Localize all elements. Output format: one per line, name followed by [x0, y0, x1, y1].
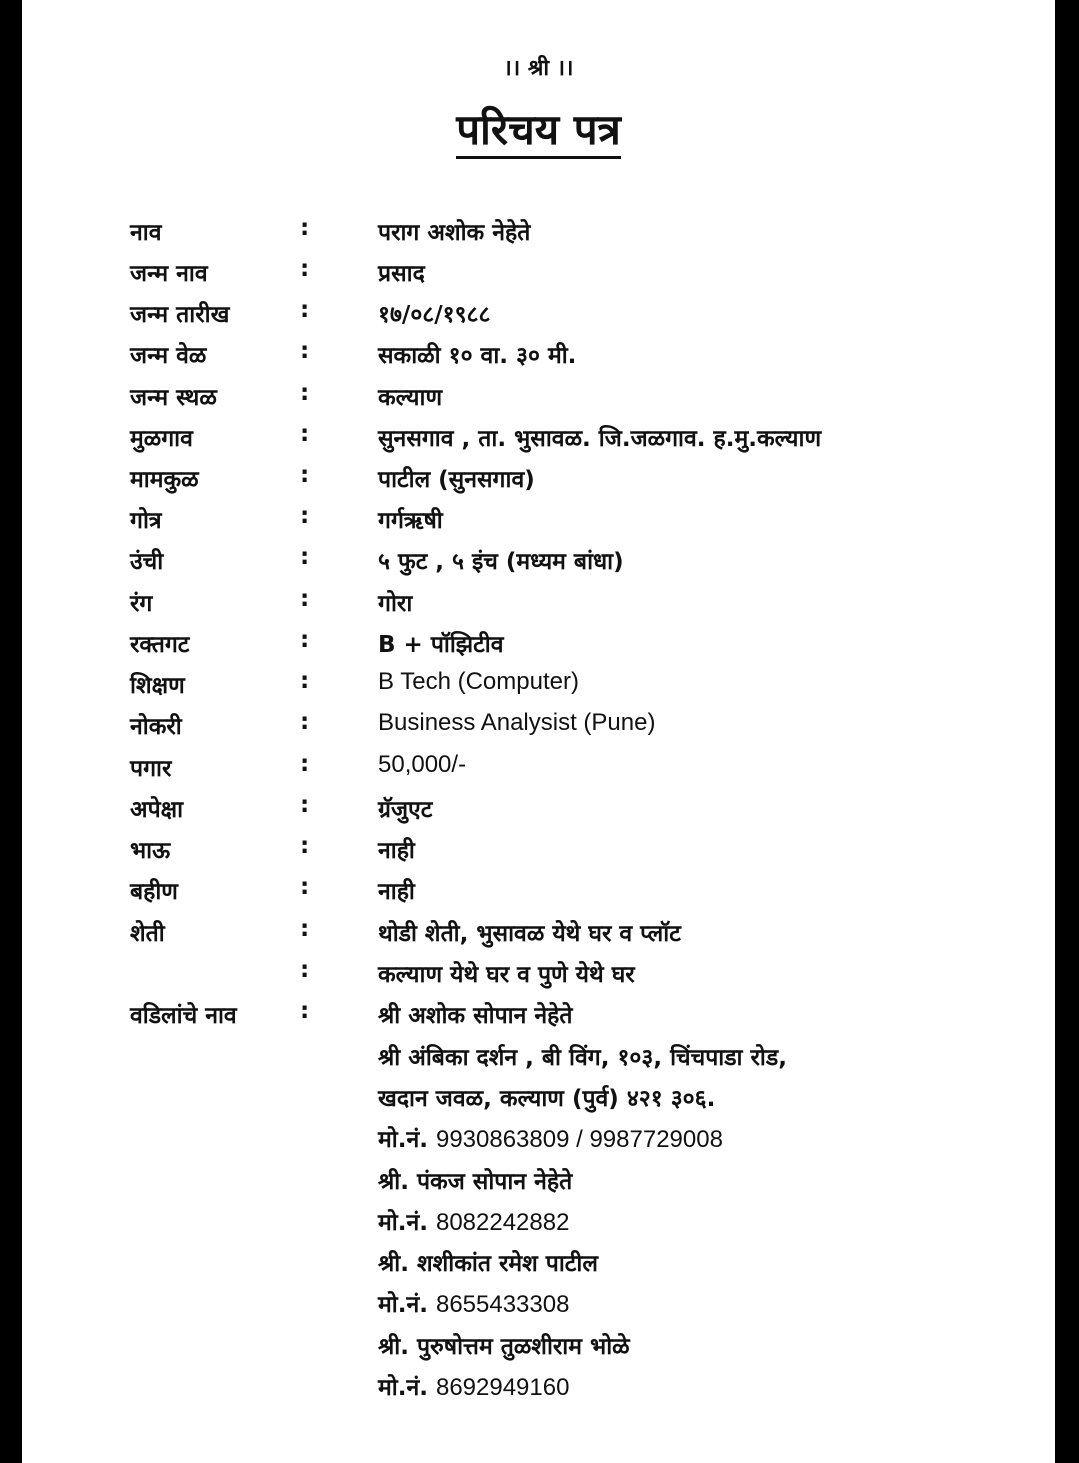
- field-value: कल्याण: [378, 385, 443, 411]
- field-colon: :: [300, 957, 310, 983]
- field-colon: :: [300, 256, 310, 282]
- field-value: थोडी शेती, भुसावळ येथे घर व प्लॉट: [378, 921, 681, 947]
- field-row-maternal-family: [130, 462, 1030, 500]
- field-row-salary: [130, 751, 1030, 789]
- field-label: शिक्षण: [130, 673, 185, 699]
- contact4-name: श्री. पुरुषोत्तम तुळशीराम भोळे: [378, 1334, 630, 1360]
- field-label: भाऊ: [130, 838, 171, 864]
- field-colon: :: [300, 751, 310, 777]
- field-row-birth-name: [130, 256, 1030, 294]
- field-value: पाटील (सुनसगाव): [378, 467, 535, 493]
- field-colon: :: [300, 998, 310, 1024]
- field-row-complexion: [130, 586, 1030, 624]
- contact3-name: श्री. शशीकांत रमेश पाटील: [378, 1251, 598, 1277]
- field-label: रक्तगट: [130, 632, 190, 658]
- contact2-name: श्री. पंकज सोपान नेहेते: [378, 1169, 573, 1195]
- field-value: Business Analysist (Pune): [378, 709, 656, 736]
- field-colon: :: [300, 297, 310, 323]
- field-value: नाही: [378, 879, 415, 905]
- field-label: बहीण: [130, 879, 178, 905]
- field-colon: :: [300, 380, 310, 406]
- field-colon: :: [300, 544, 310, 570]
- document-page: [22, 0, 1055, 1463]
- field-row-birth-date: [130, 297, 1030, 335]
- contact2-mobile-line: [378, 1205, 569, 1237]
- page-title-text: परिचय पत्र: [456, 105, 621, 159]
- field-value: गोरा: [378, 591, 413, 617]
- father-mobile-line: [378, 1122, 723, 1154]
- father-mobile-number: 9930863809 / 9987729008: [435, 1126, 723, 1153]
- field-value: श्री अशोक सोपान नेहेते: [378, 1003, 573, 1029]
- field-value: ग्रॅजुएट: [378, 797, 433, 823]
- address-line-2: खदान जवळ, कल्याण (पुर्व) ४२१ ३०६.: [378, 1086, 716, 1112]
- field-value: गर्गऋषी: [378, 508, 443, 534]
- field-label: नाव: [130, 220, 162, 246]
- field-label: मामकुळ: [130, 467, 199, 493]
- field-label: नोकरी: [130, 714, 182, 740]
- field-colon: :: [300, 421, 310, 447]
- page-title: [22, 100, 1055, 157]
- field-row-birth-place: [130, 380, 1030, 418]
- mobile-prefix: मो.नं.: [378, 1210, 428, 1236]
- field-label: पगार: [130, 756, 172, 782]
- field-row-father-name: [130, 998, 1030, 1036]
- field-value: कल्याण येथे घर व पुणे येथे घर: [378, 962, 635, 988]
- field-value: ५ फुट , ५ इंच (मध्यम बांधा): [378, 549, 624, 575]
- field-row-job: [130, 709, 1030, 747]
- field-row-farming: [130, 916, 1030, 954]
- field-value: सकाळी १० वा. ३० मी.: [378, 343, 577, 369]
- field-colon: :: [300, 462, 310, 488]
- field-row-birth-time: [130, 338, 1030, 376]
- field-label: जन्म तारीख: [130, 302, 230, 328]
- field-label: शेती: [130, 921, 165, 947]
- field-label: रंग: [130, 591, 153, 617]
- field-value: 50,000/-: [378, 751, 467, 778]
- field-label: जन्म स्थळ: [130, 385, 217, 411]
- field-row-name: [130, 215, 1030, 253]
- contact4-mobile-number: 8692949160: [435, 1374, 570, 1401]
- field-value: सुनसगाव , ता. भुसावळ. जि.जळगाव. ह.मु.कल्याण: [378, 426, 822, 452]
- field-colon: :: [300, 586, 310, 612]
- field-label: जन्म वेळ: [130, 343, 207, 369]
- field-colon: :: [300, 338, 310, 364]
- field-row-education: [130, 668, 1030, 706]
- contact3-mobile-line: [378, 1287, 569, 1319]
- field-colon: :: [300, 709, 310, 735]
- field-row-expectation: [130, 792, 1030, 830]
- field-value: पराग अशोक नेहेते: [378, 220, 531, 246]
- field-row-sister: [130, 874, 1030, 912]
- field-colon: :: [300, 503, 310, 529]
- field-colon: :: [300, 668, 310, 694]
- field-label: वडिलांचे नाव: [130, 1003, 237, 1029]
- field-label: उंची: [130, 549, 164, 575]
- mobile-prefix: मो.नं.: [378, 1375, 428, 1401]
- field-colon: :: [300, 916, 310, 942]
- field-colon: :: [300, 874, 310, 900]
- field-label: मुळगाव: [130, 426, 193, 452]
- field-label: जन्म नाव: [130, 261, 208, 287]
- field-colon: :: [300, 215, 310, 241]
- mobile-prefix: मो.नं.: [378, 1292, 428, 1318]
- contact4-mobile-line: [378, 1370, 569, 1402]
- field-label: अपेक्षा: [130, 797, 184, 823]
- field-colon: :: [300, 627, 310, 653]
- field-value: B Tech (Computer): [378, 668, 579, 695]
- field-value: नाही: [378, 838, 415, 864]
- field-colon: :: [300, 833, 310, 859]
- field-row-height: [130, 544, 1030, 582]
- contact3-mobile-number: 8655433308: [435, 1291, 570, 1318]
- field-value: प्रसाद: [378, 261, 425, 287]
- address-line-1: श्री अंबिका दर्शन , बी विंग, १०३, चिंचपाडा रोड,: [378, 1045, 787, 1071]
- mobile-prefix: मो.नं.: [378, 1127, 428, 1153]
- field-row-blood-group: [130, 627, 1030, 665]
- field-row-native-village: [130, 421, 1030, 459]
- field-row-gotra: [130, 503, 1030, 541]
- field-row-brother: [130, 833, 1030, 871]
- field-row-property: [130, 957, 1030, 995]
- field-colon: :: [300, 792, 310, 818]
- field-value: १७/०८/१९८८: [378, 302, 491, 328]
- invocation-text: ।। श्री ।।: [503, 56, 574, 81]
- contact2-mobile-number: 8082242882: [435, 1209, 570, 1236]
- field-value: B + पॉझिटीव: [378, 632, 504, 658]
- field-label: गोत्र: [130, 508, 162, 534]
